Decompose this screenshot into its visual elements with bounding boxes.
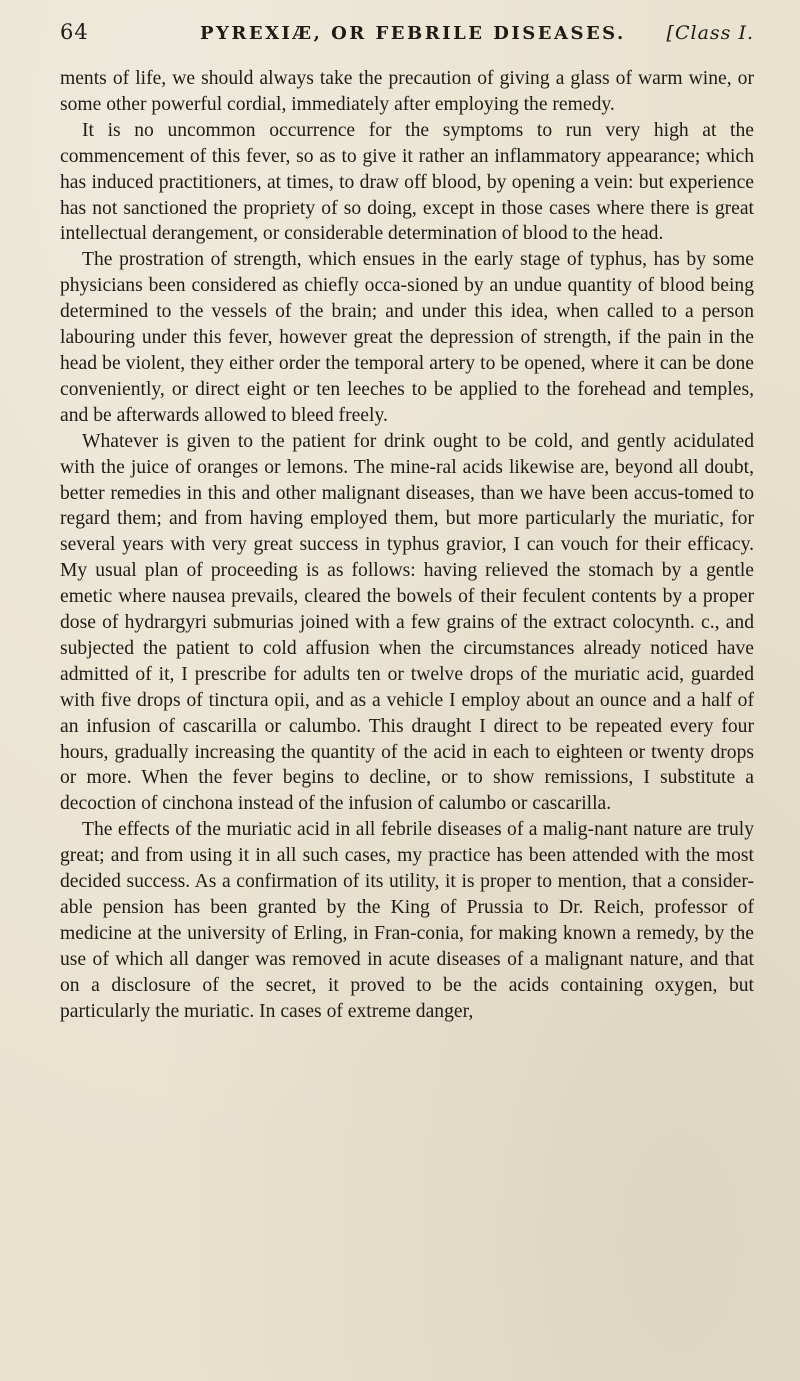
running-title: PYREXIÆ, OR FEBRILE DISEASES. <box>200 23 626 44</box>
class-label: [Class I. <box>666 22 754 44</box>
paragraph-muriatic-treatment: Whatever is given to the patient for drink ought to be cold, and gently acidulated with the juice of oranges or lemons. The mine-ral acids likewise are, beyond all doubt, better remedies in this and other malignant diseases, than we have been accus-tomed to regard them; and from having employed them, but more particularly the muriatic, for several years with very great success in typhus gravior, I can vouch for their efficacy. My usual plan of proceeding is as follows: having relieved the stomach by a gentle emetic where nausea prevails, cleared the bowels of their feculent contents by a proper dose of hydrargyri submurias joined with a few grains of the extract colocynth. c., and subjected the patient to cold affusion when the circumstances already noticed have admitted of it, I prescribe for adults ten or twelve drops of the muriatic acid, guarded with five drops of tinctura opii, and as a vehicle I employ about an ounce and a half of an infusion of cascarilla or calumbo. This draught I direct to be repeated every four hours, gradually increasing the quantity of the acid in each to eighteen or twenty drops or more. When the fever begins to decline, or to show remissions, I substitute a decoction of cinchona instead of the infusion of calumbo or cascarilla. <box>60 430 754 815</box>
paragraph-bloodletting: It is no uncommon occurrence for the symptoms to run very high at the commencement of this fever, so as to give it rather an inflammatory appearance; which has induced practitioners, at times, to draw off blood, by opening a vein: but experience has not sanctioned the propriety of so doing, except in those cases where there is great intellectual derangement, or considerable determination of blood to the head. <box>60 119 754 245</box>
body-text <box>60 66 754 1025</box>
page-number: 64 <box>60 20 89 44</box>
paragraph-continuation: ments of life, we should always take the precaution of giving a glass of warm wine, or some other powerful cordial, immediately after employing the remedy. <box>60 68 754 115</box>
running-head <box>60 20 754 52</box>
paragraph-prostration: The prostration of strength, which ensues in the early stage of typhus, has by some physicians been considered as chiefly occa-sioned by an undue quantity of blood being determined to the vessels of the brain; and under this idea, when called to a person labouring under this fever, however great the depression of strength, if the pain in the head be violent, they either order the temporal artery to be opened, where it can be done conveniently, or direct eight or ten leeches to be applied to the forehead and temples, and be afterwards allowed to bleed freely. <box>60 249 754 426</box>
paragraph-muriatic-effects: The effects of the muriatic acid in all febrile diseases of a malig-nant nature are truly great; and from using it in all such cases, my practice has been attended with the most decided success. As a confirmation of its utility, it is proper to mention, that a consider-able pension has been granted by the King of Prussia to Dr. Reich, professor of medicine at the university of Erling, in Fran-conia, for making known a remedy, by the use of which all danger was removed in acute diseases of a malignant nature, and that on a disclosure of the secret, it proved to be the acids containing oxygen, but particularly the muriatic. In cases of extreme danger, <box>60 819 754 1022</box>
